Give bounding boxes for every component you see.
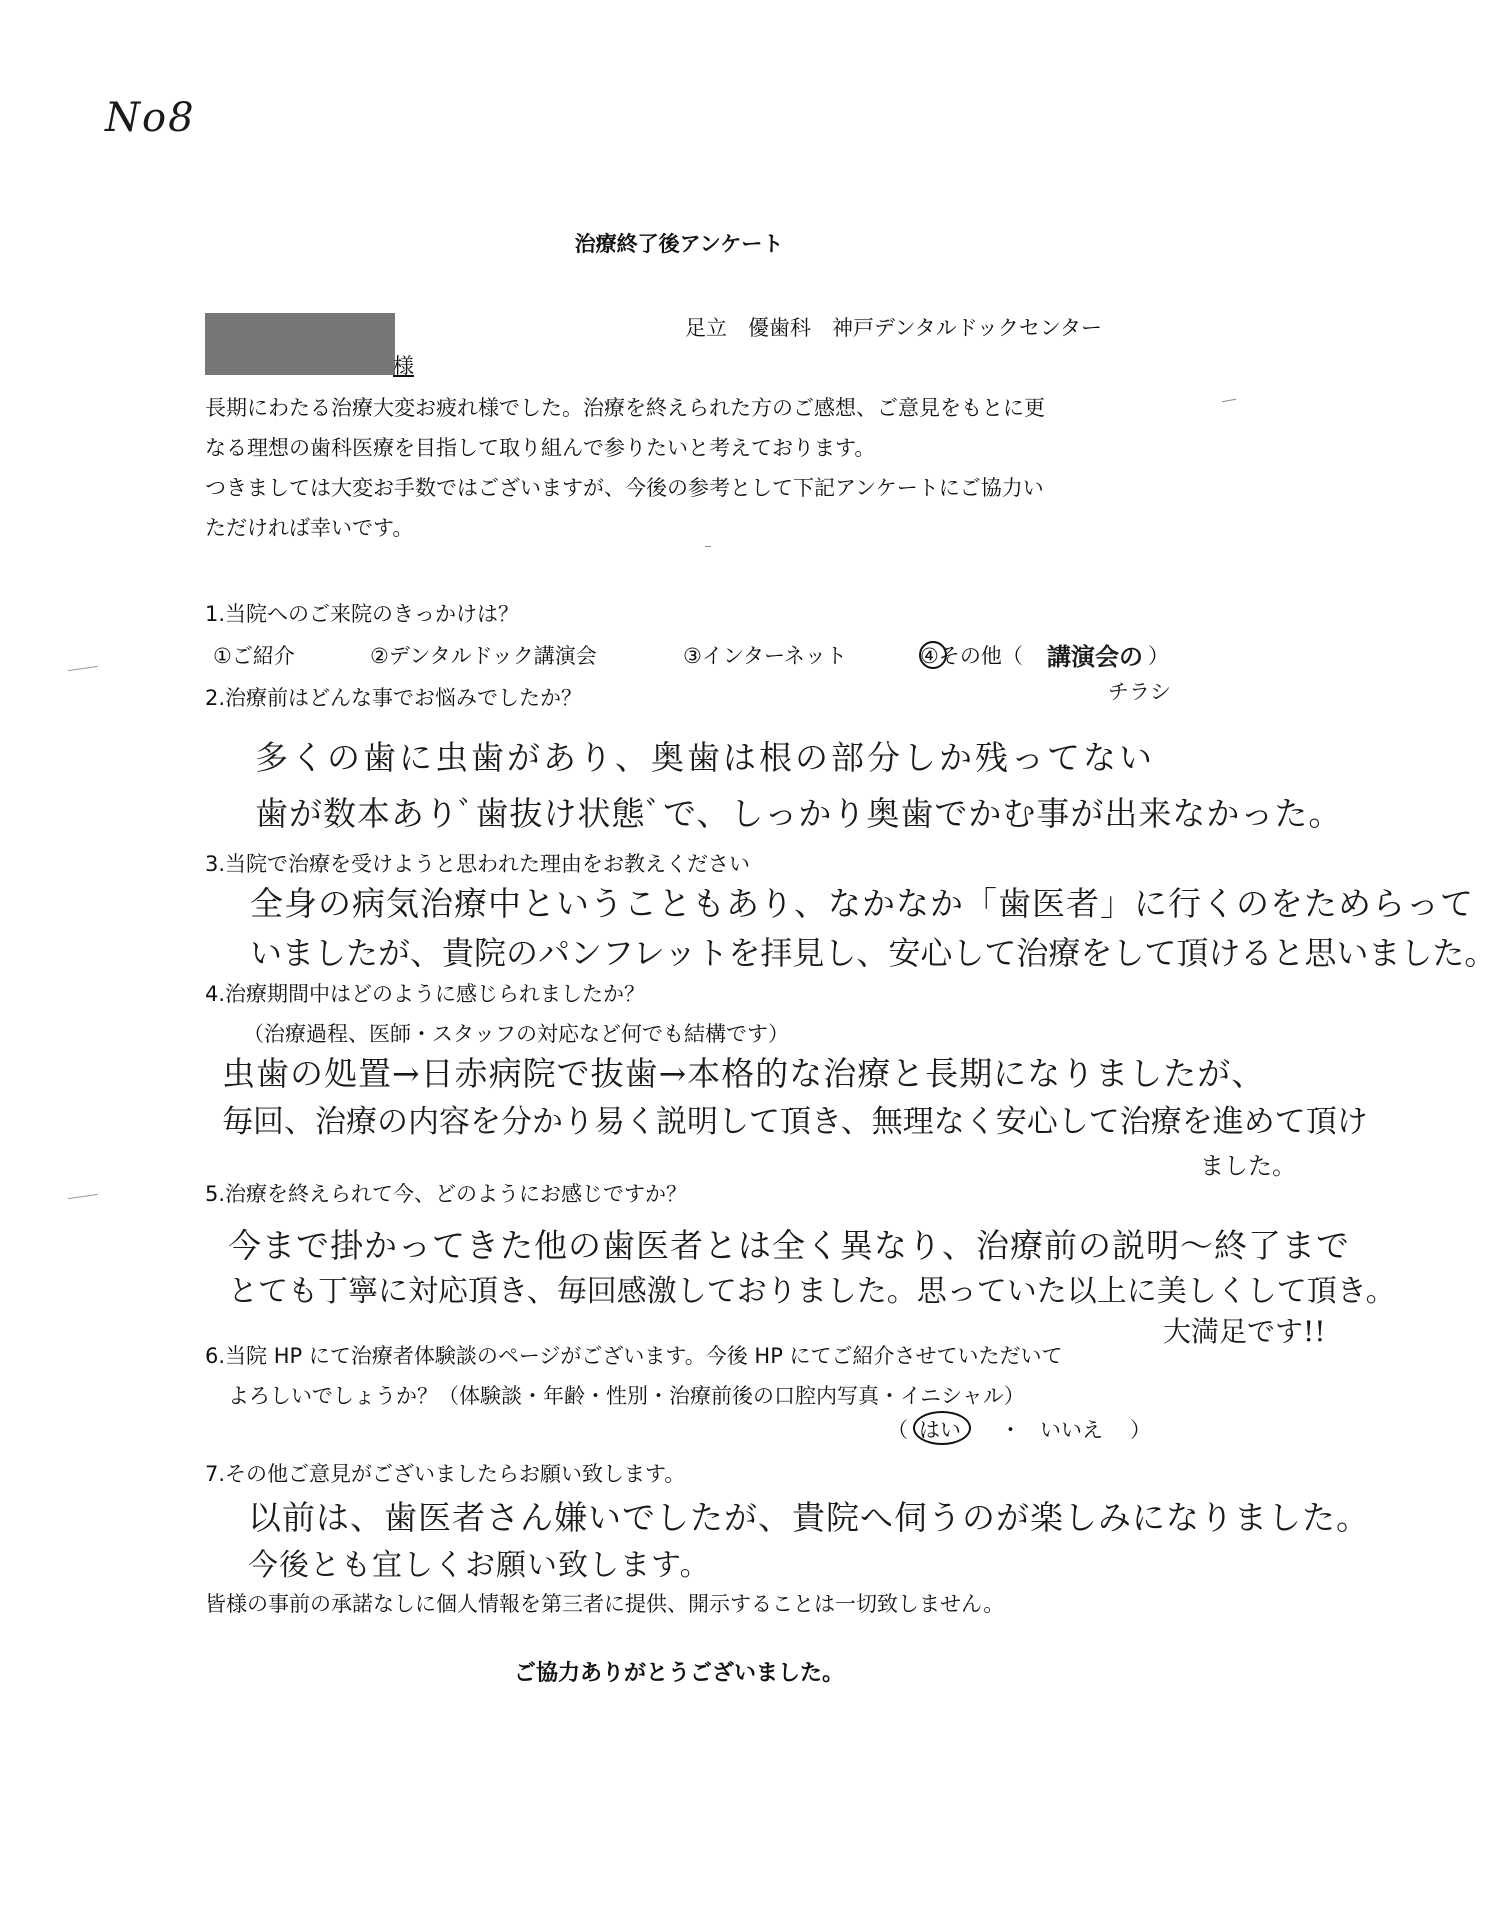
- answer-3-line: いましたが、貴院のパンフレットを拝見し、安心して治療をして頂けると思いました。: [250, 934, 1496, 972]
- answer-3-line: 全身の病気治療中ということもあり、なかなか「歯医者」に行くのをためらって: [250, 884, 1474, 923]
- recipient-suffix: 様: [393, 354, 414, 378]
- question-5: 5.治療を終えられて今、どのようにお感じですか？: [205, 1182, 688, 1206]
- answer-4-line: 虫歯の処置→日赤病院で抜歯→本格的な治療と長期になりましたが、: [222, 1054, 1266, 1093]
- question-1: 1.当院へのご来院のきっかけは？: [205, 602, 520, 626]
- answer-7-line: 今後とも宜しくお願い致します。: [248, 1548, 711, 1583]
- scan-mark: [68, 666, 98, 671]
- answer-yes: はい: [919, 1418, 961, 1442]
- scan-speck: [1222, 399, 1236, 402]
- other-answer: 講演会の: [1047, 642, 1143, 671]
- clinic-name: 足立 優歯科 神戸デンタルドックセンター: [685, 316, 1103, 340]
- paren-open: （: [887, 1418, 908, 1442]
- handwritten-number: No8: [105, 95, 196, 141]
- answer-4-line: 毎回、治療の内容を分かり易く説明して頂き、無理なく安心して治療を進めて頂け: [222, 1104, 1368, 1140]
- answer-4-line: ました。: [1200, 1152, 1296, 1180]
- intro-line: つきましては大変お手数ではございますが、今後の参考として下記アンケートにご協力い: [205, 476, 1044, 500]
- answer-no: いいえ: [1040, 1418, 1103, 1442]
- intro-line: ただければ幸いです。: [205, 516, 414, 540]
- yes-circle-mark: [913, 1411, 971, 1445]
- thanks-message: ご協力ありがとうございました。: [513, 1661, 844, 1686]
- answer-5-line: 大満足です!!: [1163, 1315, 1326, 1348]
- selected-circle-mark: [919, 641, 947, 669]
- question-3: 3.当院で治療を受けようと思われた理由をお教えください: [205, 852, 751, 876]
- privacy-note: 皆様の事前の承諾なしに個人情報を第三者に提供、開示することは一切致しません。: [205, 1592, 1005, 1616]
- redacted-name-block: [205, 313, 395, 375]
- page-title: 治療終了後アンケート: [574, 232, 784, 256]
- answer-5-line: 今まで掛かってきた他の歯医者とは全く異なり、治療前の説明〜終了まで: [228, 1226, 1350, 1265]
- intro-line: なる理想の歯科医療を目指して取り組んで参りたいと考えております。: [205, 436, 876, 460]
- question-6-line2: よろしいでしょうか？（体験談・年齢・性別・治療前後の口腔内写真・イニシャル）: [228, 1384, 1025, 1408]
- option-other: ④その他（: [920, 644, 1023, 668]
- answer-7-line: 以前は、歯医者さん嫌いでしたが、貴院へ伺うのが楽しみになりました。: [248, 1498, 1370, 1537]
- question-4: 4.治療期間中はどのように感じられましたか？: [205, 982, 646, 1006]
- separator-dot: ・: [1000, 1418, 1021, 1442]
- paren-close: ）: [1130, 1418, 1151, 1442]
- scan-mark: [68, 1194, 98, 1199]
- question-4-sub: （治療過程、医師・スタッフの対応など何でも結構です）: [243, 1022, 789, 1046]
- other-answer-line2: チラシ: [1108, 680, 1171, 704]
- answer-2-line: 歯が数本ありﾞ歯抜け状態ﾞで、しっかり奥歯でかむ事が出来なかった。: [255, 794, 1343, 833]
- scan-speck: [705, 546, 711, 547]
- option-referral: ①ご紹介: [213, 644, 295, 668]
- option-internet: ③インターネット: [683, 644, 847, 668]
- answer-5-line: とても丁寧に対応頂き、毎回感激しておりました。思っていた以上に美しくして頂き。: [228, 1274, 1396, 1309]
- question-2: 2.治療前はどんな事でお悩みでしたか？: [205, 686, 583, 710]
- question-6: 6.当院 HP にて治療者体験談のページがございます。今後 HP にてご紹介させていただいて: [205, 1344, 1063, 1368]
- question-7: 7.その他ご意見がございましたらお願い致します。: [205, 1462, 686, 1486]
- intro-line: 長期にわたる治療大変お疲れ様でした。治療を終えられた方のご感想、ご意見をもとに更: [205, 396, 1045, 420]
- answer-2-line: 多くの歯に虫歯があり、奥歯は根の部分しか残ってない: [255, 738, 1155, 777]
- option-other-close: ）: [1148, 644, 1169, 668]
- option-lecture: ②デンタルドック講演会: [370, 644, 597, 668]
